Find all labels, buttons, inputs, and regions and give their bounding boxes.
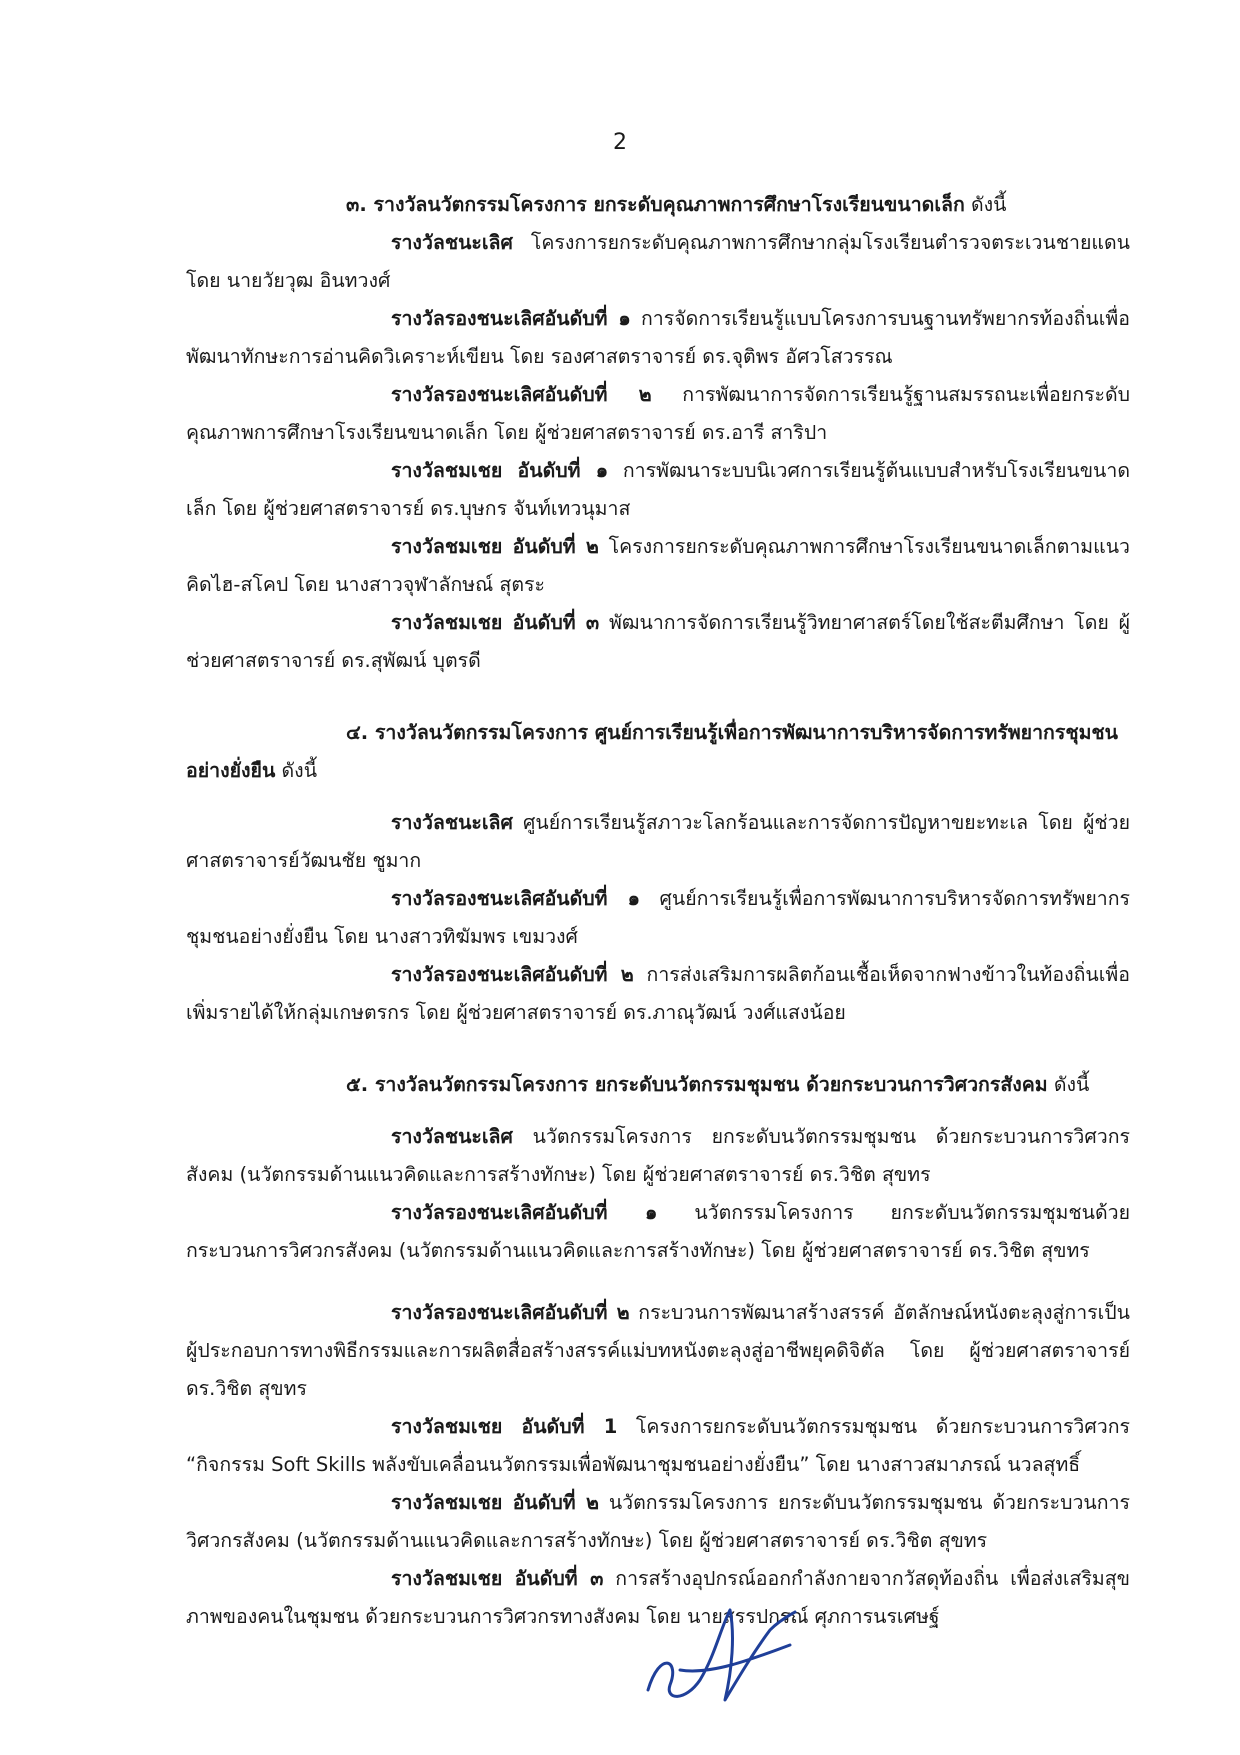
award-entry — [186, 1294, 1130, 1408]
award-label: รางวัลรองชนะเลิศอันดับที่ ๒ — [391, 1301, 630, 1324]
award-label: รางวัลชนะเลิศ — [391, 1125, 513, 1148]
section-heading-title: ๓. รางวัลนวัตกรรมโครงการ ยกระดับคุณภาพการศึกษาโรงเรียนขนาดเล็ก — [346, 193, 965, 216]
award-label: รางวัลรองชนะเลิศอันดับที่ ๒ — [391, 963, 634, 986]
award-text: การส่งเสริมการผลิตก้อนเชื้อเห็ดจากฟางข้าวในท้องถิ่นเพื่อเพิ่มรายได้ให้กลุ่มเกษตรกร โดย ผู้ช่วยศาสตราจารย์ ดร.ภาณุวัฒน์ วงศ์แสงน้อย — [186, 963, 1130, 1024]
document-body — [186, 186, 1130, 1636]
award-label: รางวัลรองชนะเลิศอันดับที่ ๒ — [391, 383, 652, 406]
award-entry — [186, 376, 1130, 452]
award-label: รางวัลชนะเลิศ — [391, 811, 513, 834]
section-heading-suffix: ดังนี้ — [275, 759, 318, 782]
award-text: โครงการยกระดับคุณภาพการศึกษาโรงเรียนขนาดเล็กตามแนวคิดไฮ-สโคป โดย นางสาวจุฬาลักษณ์ สุตระ — [186, 535, 1130, 596]
award-label: รางวัลชมเชย อันดับที่ ๓ — [391, 611, 600, 634]
award-entry — [186, 1118, 1130, 1194]
award-entry — [186, 1194, 1130, 1270]
award-entry — [186, 604, 1130, 680]
section-heading-suffix: ดังนี้ — [1047, 1073, 1090, 1096]
section-heading-title: ๔. รางวัลนวัตกรรมโครงการ ศูนย์การเรียนรู้เพื่อการพัฒนาการบริหารจัดการทรัพยากรชุมชนอย่างยั่งยืน — [186, 721, 1118, 782]
award-entry — [186, 528, 1130, 604]
handwritten-signature — [640, 1590, 800, 1710]
award-text: กระบวนการพัฒนาสร้างสรรค์ อัตลักษณ์หนังตะลุงสู่การเป็นผู้ประกอบการทางพิธีกรรมและการผลิตสื่อสร้างสรรค์แม่บทหนังตะลุงสู่อาชีพยุคดิจิตัล โดย ผู้ช่วยศาสตราจารย์ ดร.วิชิต สุขทร — [186, 1301, 1130, 1400]
award-entry — [186, 1408, 1130, 1484]
award-text: การพัฒนาการจัดการเรียนรู้ฐานสมรรถนะเพื่อยกระดับคุณภาพการศึกษาโรงเรียนขนาดเล็ก โดย ผู้ช่วยศาสตราจารย์ ดร.อารี สาริปา — [186, 383, 1130, 444]
award-text: นวัตกรรมโครงการ ยกระดับนวัตกรรมชุมชน ด้วยกระบวนการวิศวกรสังคม (นวัตกรรมด้านแนวคิดและการสร้างทักษะ) โดย ผู้ช่วยศาสตราจารย์ ดร.วิชิต สุขทร — [186, 1125, 1130, 1186]
section-heading-5 — [186, 1066, 1130, 1104]
section-heading-3 — [186, 186, 1130, 224]
award-entry — [186, 880, 1130, 956]
section-heading-suffix: ดังนี้ — [964, 193, 1007, 216]
award-entry — [186, 300, 1130, 376]
award-text: การสร้างอุปกรณ์ออกกำลังกายจากวัสดุท้องถิ่น เพื่อส่งเสริมสุขภาพของคนในชุมชน ด้วยกระบวนการวิศวกรทางสังคม โดย นายสรรปกรณ์ ศุภการนรเศษฐ์ — [186, 1567, 1131, 1628]
award-label: รางวัลชมเชย อันดับที่ ๑ — [391, 459, 609, 482]
award-entry — [186, 804, 1130, 880]
section-heading-title: ๕. รางวัลนวัตกรรมโครงการ ยกระดับนวัตกรรมชุมชน ด้วยกระบวนการวิศวกรสังคม — [346, 1073, 1048, 1096]
award-label: รางวัลชนะเลิศ — [391, 231, 513, 254]
award-text: พัฒนาการจัดการเรียนรู้วิทยาศาสตร์โดยใช้สะตีมศึกษา โดย ผู้ช่วยศาสตราจารย์ ดร.สุพัฒน์ บุตรดี — [186, 611, 1130, 672]
award-entry — [186, 1484, 1130, 1560]
award-label: รางวัลรองชนะเลิศอันดับที่ ๑ — [391, 887, 641, 910]
award-entry — [186, 224, 1130, 300]
award-label: รางวัลชมเชย อันดับที่ ๒ — [391, 535, 599, 558]
award-text: นวัตกรรมโครงการ ยกระดับนวัตกรรมชุมชนด้วยกระบวนการวิศวกรสังคม (นวัตกรรมด้านแนวคิดและการสร้างทักษะ) โดย ผู้ช่วยศาสตราจารย์ ดร.วิชิต สุขทร — [186, 1201, 1130, 1262]
award-label: รางวัลชมเชย อันดับที่ ๒ — [391, 1491, 599, 1514]
award-entry — [186, 956, 1130, 1032]
signature-stroke — [648, 1610, 795, 1700]
award-text: โครงการยกระดับคุณภาพการศึกษากลุ่มโรงเรียนตำรวจตระเวนชายแดน โดย นายวัยวุฒ อินทวงศ์ — [186, 231, 1130, 292]
award-text: โครงการยกระดับนวัตกรรมชุมชน ด้วยกระบวนการวิศวกร “กิจกรรม Soft Skills พลังขับเคลื่อนนวัตกรรมเพื่อพัฒนาชุมชนอย่างยั่งยืน” โดย นางสาวสมาภรณ์ นวลสุทธิ์ — [186, 1415, 1130, 1476]
award-label: รางวัลชมเชย อันดับที่ 1 — [391, 1415, 618, 1438]
award-label: รางวัลชมเชย อันดับที่ ๓ — [391, 1567, 604, 1590]
section-heading-4 — [186, 714, 1130, 790]
award-text: การจัดการเรียนรู้แบบโครงการบนฐานทรัพยากรท้องถิ่นเพื่อพัฒนาทักษะการอ่านคิดวิเคราะห์เขียน โดย รองศาสตราจารย์ ดร.จุติพร อัศวโสวรรณ — [186, 307, 1130, 368]
award-entry — [186, 452, 1130, 528]
page-number: 2 — [613, 130, 627, 155]
award-text: การพัฒนาระบบนิเวศการเรียนรู้ต้นแบบสำหรับโรงเรียนขนาดเล็ก โดย ผู้ช่วยศาสตราจารย์ ดร.บุษกร จันท์เทวนุมาส — [186, 459, 1130, 520]
award-text: ศูนย์การเรียนรู้เพื่อการพัฒนาการบริหารจัดการทรัพยากรชุมชนอย่างยั่งยืน โดย นางสาวทิฆัมพร เขมวงศ์ — [186, 887, 1130, 948]
award-text: ศูนย์การเรียนรู้สภาวะโลกร้อนและการจัดการปัญหาขยะทะเล โดย ผู้ช่วยศาสตราจารย์วัฒนชัย ชูมาก — [186, 811, 1130, 872]
award-text: นวัตกรรมโครงการ ยกระดับนวัตกรรมชุมชน ด้วยกระบวนการวิศวกรสังคม (นวัตกรรมด้านแนวคิดและการสร้างทักษะ) โดย ผู้ช่วยศาสตราจารย์ ดร.วิชิต สุขทร — [186, 1491, 1130, 1552]
award-label: รางวัลรองชนะเลิศอันดับที่ ๑ — [391, 307, 631, 330]
award-label: รางวัลรองชนะเลิศอันดับที่ ๑ — [391, 1201, 658, 1224]
